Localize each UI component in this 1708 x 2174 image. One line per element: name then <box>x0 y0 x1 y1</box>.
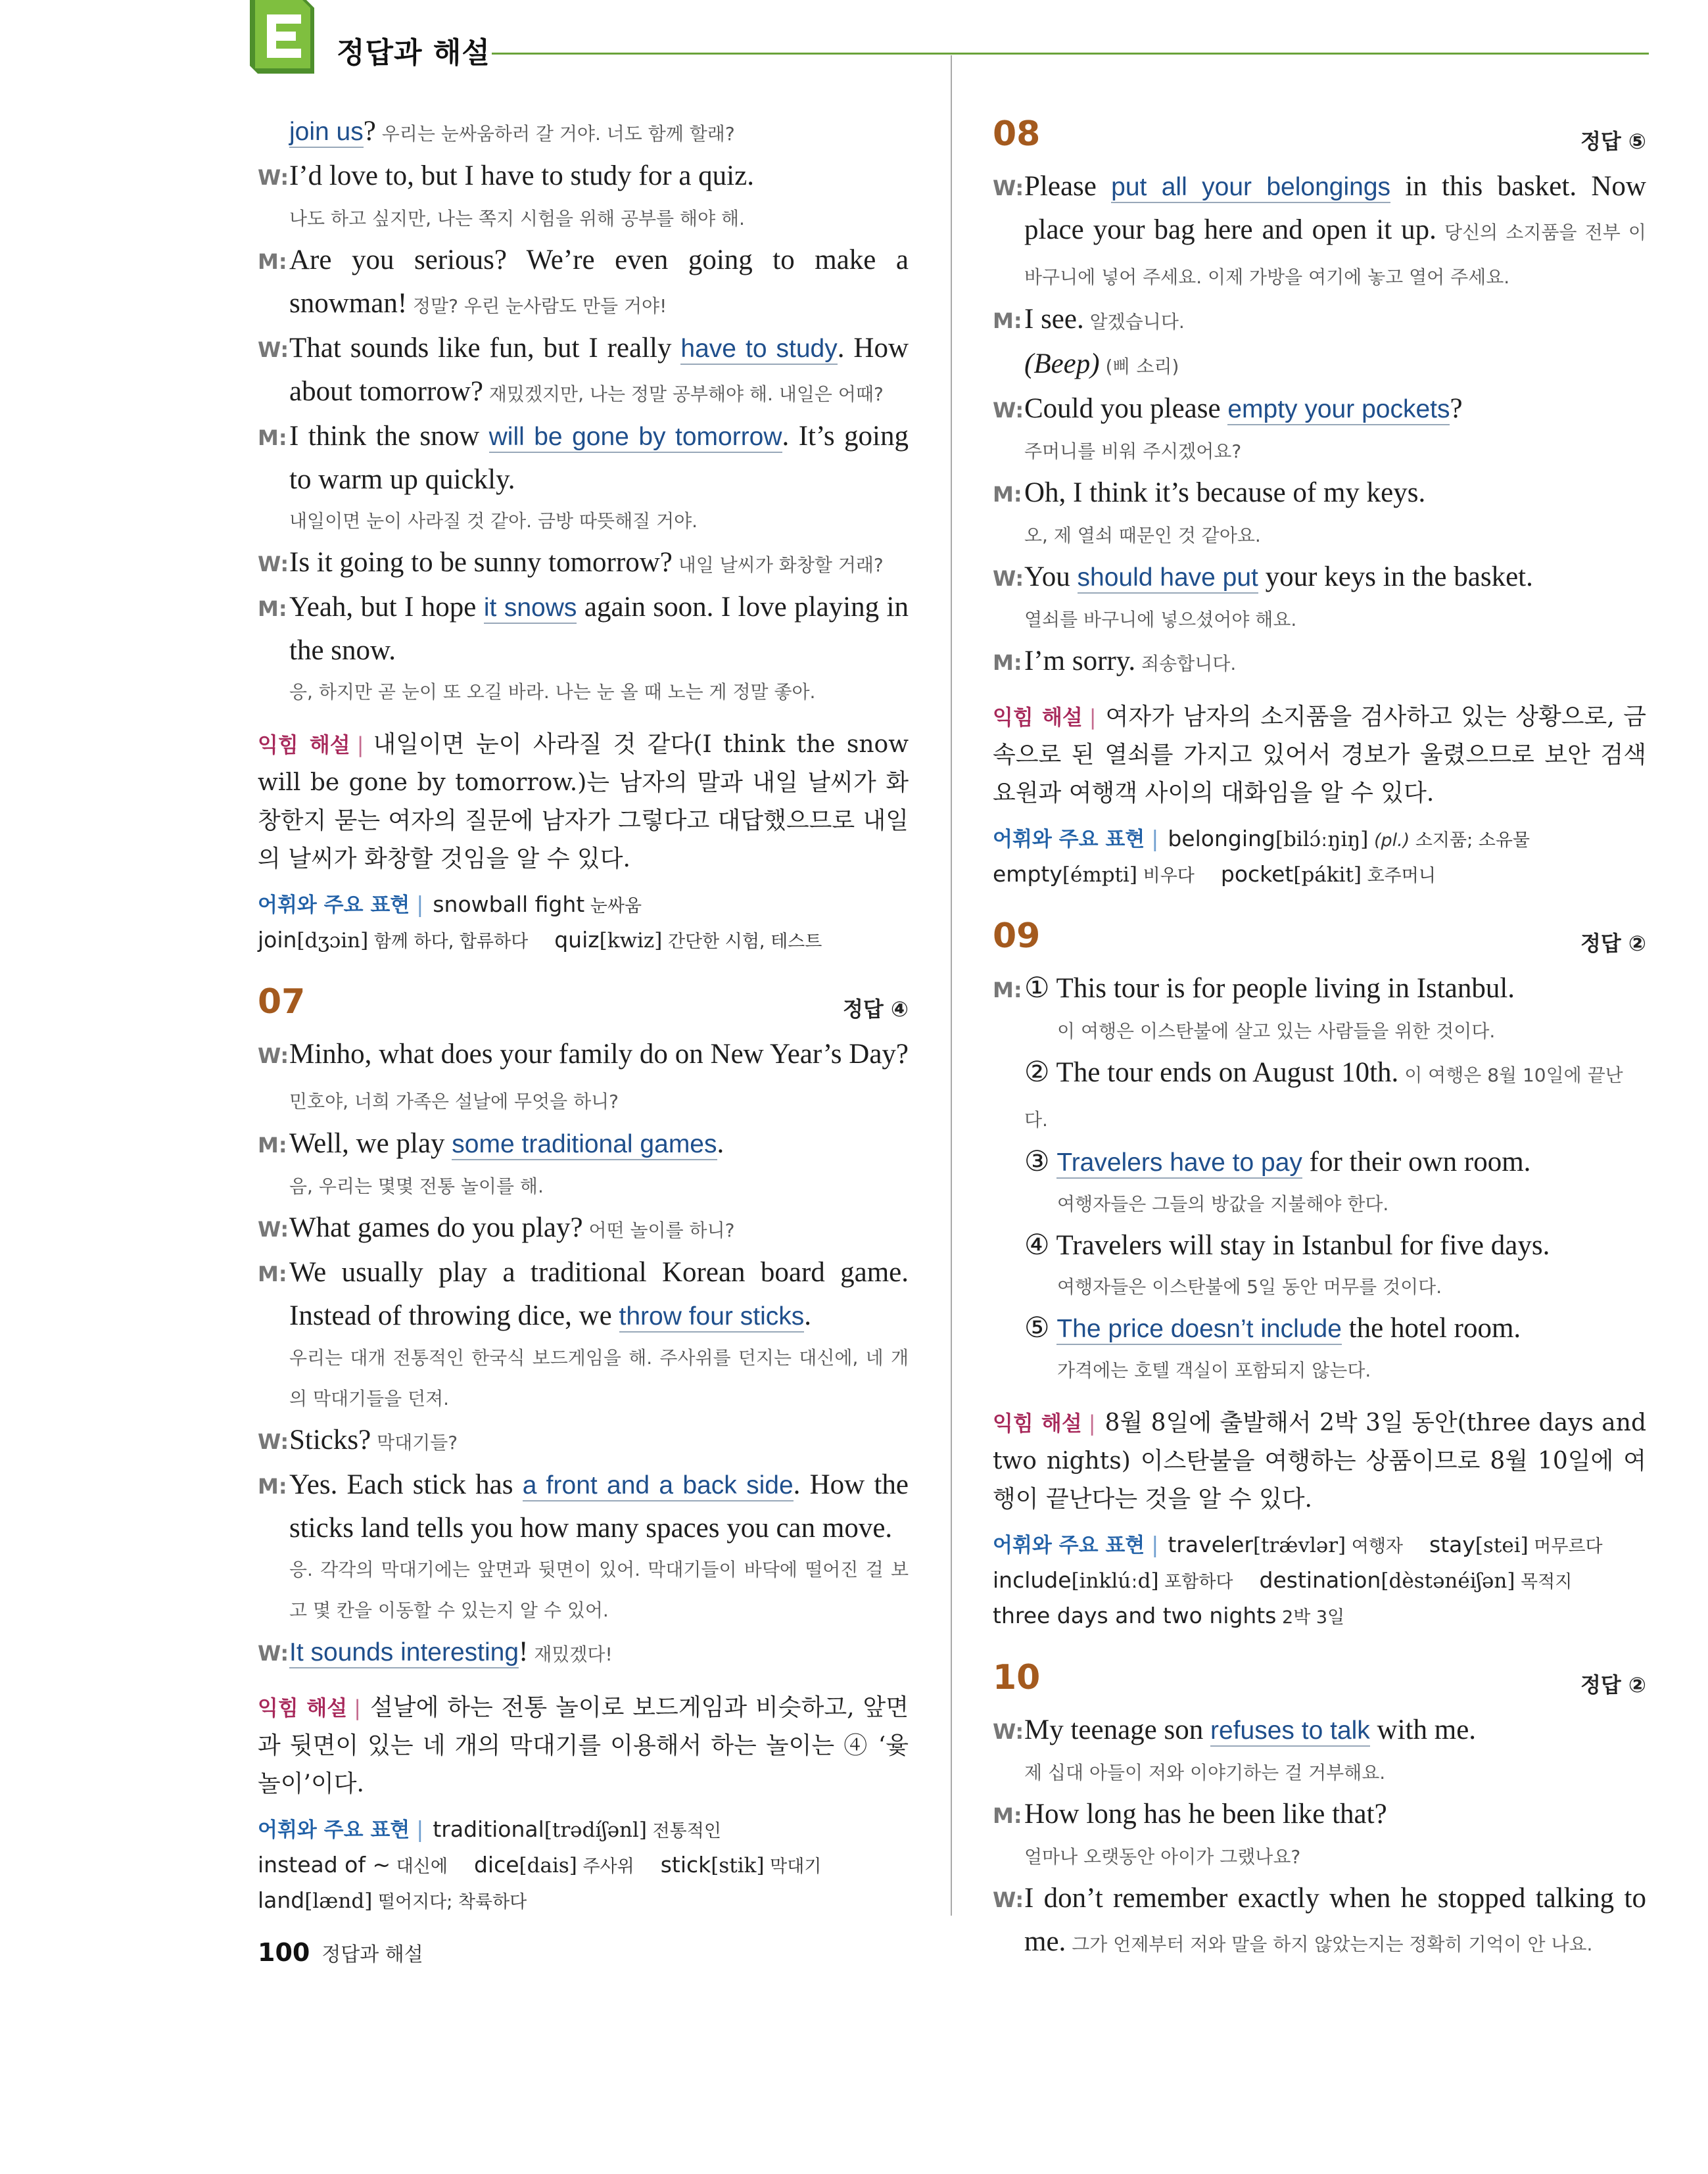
dialogue-line: (Beep) (삐 소리) <box>1024 348 1179 379</box>
translation-line: 내일이면 눈이 사라질 것 같아. 금방 따뜻해질 거야. <box>289 510 698 532</box>
dialogue-line: W:My teenage son refuses to talk with me. <box>993 1709 1646 1753</box>
option-line: ③ Travelers have to pay for their own room. <box>1024 1146 1531 1177</box>
section-number: 08 <box>993 114 1041 154</box>
highlight-phrase: have to study <box>680 335 837 365</box>
highlight-phrase: a front and a back side <box>523 1471 794 1501</box>
highlight-phrase: some traditional games <box>452 1130 717 1160</box>
section-header-08 <box>993 110 1646 166</box>
highlight-phrase: join us <box>289 118 364 148</box>
answer-label: 정답 ② <box>1580 1672 1646 1697</box>
dialogue-line: W:I’d love to, but I have to study for a quiz. <box>258 155 909 199</box>
vocabulary-label: 어휘와 주요 표현 <box>258 1818 410 1842</box>
translation-line: 우리는 대개 전통적인 한국식 보드게임을 해. 주사위를 던지는 대신에, 네 개의 막대기들을 던져. <box>289 1347 909 1409</box>
speaker-label: W: <box>258 1043 289 1068</box>
explanation: 익힘 해설 | 설날에 하는 전통 놀이로 보드게임과 비슷하고, 앞면과 뒷면이 있는 네 개의 막대기를 이용해서 하는 놀이는 ④ ‘윷놀이’이다. <box>258 1694 909 1797</box>
option-line: ⑤ The price doesn’t include the hotel room. <box>1024 1313 1521 1344</box>
translation-line: 열쇠를 바구니에 넣으셨어야 해요. <box>1024 609 1297 630</box>
highlight-phrase: Travelers have to pay <box>1056 1148 1302 1179</box>
highlight-phrase: empty your pockets <box>1227 395 1450 425</box>
speaker-label: W: <box>258 1641 289 1666</box>
section-header-09 <box>993 912 1646 968</box>
translation-line: 여행자들은 이스탄불에 5일 동안 머무를 것이다. <box>1057 1276 1442 1298</box>
header-rule <box>492 53 1649 55</box>
explanation-label: 익힘 해설 <box>258 1695 348 1720</box>
dialogue-line: W:That sounds like fun, but I really have to study. How about tomorrow? 재밌겠지만, 나는 정말 공부해야 해. 내일은 어때? <box>258 327 909 415</box>
page-footer <box>258 1938 423 1967</box>
section-header-07 <box>258 978 909 1033</box>
speaker-label: W: <box>993 566 1024 591</box>
dialogue-line: W:I don’t remember exactly when he stopped talking to me. 그가 언제부터 저와 말을 하지 않았는지는 정확히 기억이 안 나요. <box>993 1878 1646 1966</box>
right-column <box>993 110 1646 1966</box>
answer-label: 정답 ② <box>1580 931 1646 956</box>
dialogue-line: M:Yeah, but I hope it snows again soon. I love playing in the snow. <box>258 586 909 672</box>
highlight-phrase: refuses to talk <box>1210 1716 1370 1747</box>
section-logo-icon <box>250 0 327 74</box>
explanation: 익힘 해설 | 여자가 남자의 소지품을 검사하고 있는 상황으로, 금속으로 된 열쇠를 가지고 있어서 경보가 울렸으므로 보안 검색 요원과 여행객 사이의 대화임을 알 수 있다. <box>993 703 1646 807</box>
dialogue-line: W:Please put all your belongings in this basket. Now place your bag here and open it up. 당신의 소지품을 전부 이 바구니에 넣어 주세요. 이제 가방을 여기에 놓고 열어 주세요. <box>993 166 1646 298</box>
section-header-10 <box>993 1654 1646 1709</box>
highlight-phrase: throw four sticks <box>619 1302 805 1333</box>
speaker-label: M: <box>993 978 1022 1003</box>
speaker-label: W: <box>258 165 289 190</box>
speaker-label: M: <box>993 308 1022 333</box>
translation-line: 얼마나 오랫동안 아이가 그랬나요? <box>1024 1846 1301 1868</box>
speaker-label: M: <box>258 425 287 450</box>
highlight-phrase: put all your belongings <box>1111 173 1390 203</box>
header-title: 정답과 해설 <box>337 36 490 70</box>
speaker-label: W: <box>258 337 289 362</box>
page-number: 100 <box>258 1938 310 1967</box>
vocabulary-label: 어휘와 주요 표현 <box>258 893 410 917</box>
highlight-phrase: should have put <box>1078 563 1258 594</box>
speaker-label: W: <box>993 1887 1024 1912</box>
footer-label: 정답과 해설 <box>321 1943 423 1966</box>
highlight-phrase: will be gone by tomorrow <box>489 423 782 453</box>
option-line: ④ Travelers will stay in Istanbul for five days. <box>1024 1230 1550 1261</box>
dialogue-line: W:It sounds interesting! 재밌겠다! <box>258 1631 909 1676</box>
dialogue-line: M:I think the snow will be gone by tomorrow. It’s going to warm up quickly. <box>258 415 909 501</box>
speaker-label: M: <box>258 1474 287 1499</box>
speaker-label: W: <box>993 1719 1024 1744</box>
explanation-label: 익힘 해설 <box>258 732 350 757</box>
column-divider <box>951 55 952 1916</box>
speaker-label: W: <box>258 552 289 577</box>
dialogue-line: M:Are you serious? We’re even going to make a snowman! 정말? 우린 눈사람도 만들 거야! <box>258 239 909 327</box>
speaker-label: M: <box>258 596 287 621</box>
translation-line: 가격에는 호텔 객실이 포함되지 않는다. <box>1057 1359 1371 1381</box>
dialogue-line: M:Well, we play some traditional games. <box>258 1123 909 1166</box>
section-number: 09 <box>993 916 1041 956</box>
highlight-phrase: The price doesn’t include <box>1056 1315 1342 1345</box>
explanation-label: 익힘 해설 <box>993 705 1083 730</box>
dialogue-line: M:I see. 알겠습니다. <box>993 298 1646 343</box>
speaker-label: W: <box>993 176 1024 201</box>
dialogue-line: M:How long has he been like that? <box>993 1793 1646 1837</box>
section-number: 07 <box>258 982 306 1022</box>
translation-line: 이 여행은 이스탄불에 살고 있는 사람들을 위한 것이다. <box>1057 1020 1496 1042</box>
speaker-label: M: <box>993 650 1022 675</box>
dialogue-line: W:Could you please empty your pockets? <box>993 388 1646 431</box>
explanation: 익힘 해설 | 8월 8일에 출발해서 2박 3일 동안(three days and two nights) 이스탄불을 여행하는 상품이므로 8월 10일에 여행이 끝난다는 것을 알 수 있다. <box>993 1409 1646 1513</box>
answer-label: 정답 ④ <box>842 997 909 1022</box>
translation-line: 오, 제 열쇠 때문인 것 같아요. <box>1024 525 1261 546</box>
dialogue-line: W:Minho, what does your family do on New Year’s Day? 민호야, 너희 가족은 설날에 무엇을 하니? <box>258 1033 909 1123</box>
translation-line: 주머니를 비워 주시겠어요? <box>1024 440 1242 462</box>
option-line: M:① This tour is for people living in Istanbul. <box>993 968 1646 1011</box>
dialogue-line: W:You should have put your keys in the basket. <box>993 556 1646 600</box>
translation-line: 응. 각각의 막대기에는 앞면과 뒷면이 있어. 막대기들이 바닥에 떨어진 걸 보고 몇 칸을 이동할 수 있는지 알 수 있어. <box>289 1559 909 1621</box>
translation-line: 응, 하지만 곧 눈이 또 오길 바라. 나는 눈 올 때 노는 게 정말 좋아. <box>289 681 816 703</box>
speaker-label: M: <box>993 1803 1022 1828</box>
speaker-label: M: <box>258 1133 287 1158</box>
speaker-label: W: <box>258 1429 289 1454</box>
vocabulary: 어휘와 주요 표현 | snowball fight 눈싸움 join[dʒɔin] 함께 하다, 합류하다 quiz[kwiz] 간단한 시험, 테스트 <box>258 891 822 953</box>
answer-label: 정답 ⑤ <box>1580 129 1646 154</box>
speaker-label: M: <box>993 482 1022 507</box>
vocabulary: 어휘와 주요 표현 | traditional[trədíʃənl] 전통적인 instead of ~ 대신에 dice[dais] 주사위 stick[stik] 막대기 land[lænd] 떨어지다; 착륙하다 <box>258 1816 822 1913</box>
vocabulary: 어휘와 주요 표현 | belonging[bilɔ́ːŋiŋ] (pl.) 소지품; 소유물 empty[émpti] 비우다 pocket[pákit] 호주머니 <box>993 826 1530 887</box>
vocabulary-label: 어휘와 주요 표현 <box>993 828 1145 851</box>
translation-line: 여행자들은 그들의 방값을 지불해야 한다. <box>1057 1193 1389 1215</box>
dialogue-line: M:Oh, I think it’s because of my keys. <box>993 472 1646 515</box>
translation-line: 제 십대 아들이 저와 이야기하는 걸 거부해요. <box>1024 1762 1386 1784</box>
dialogue-line: M:We usually play a traditional Korean board game. Instead of throwing dice, we throw four sticks. <box>258 1252 909 1338</box>
dialogue-line: W:What games do you play? 어떤 놀이를 하니? <box>258 1207 909 1252</box>
option-line: ② The tour ends on August 10th. 이 여행은 8월 10일에 끝난다. <box>1024 1057 1623 1131</box>
highlight-phrase: it snows <box>484 594 577 624</box>
speaker-label: M: <box>258 249 287 274</box>
dialogue-line: join us? 우리는 눈싸움하러 갈 거야. 너도 함께 할래? <box>289 116 735 147</box>
highlight-phrase: It sounds interesting <box>289 1638 519 1668</box>
section-number: 10 <box>993 1658 1041 1697</box>
dialogue-line: W:Sticks? 막대기들? <box>258 1419 909 1464</box>
translation-line: 나도 하고 싶지만, 나는 쪽지 시험을 위해 공부를 해야 해. <box>289 208 745 229</box>
dialogue-line: M:Yes. Each stick has a front and a back side. How the sticks land tells you how many spaces you can move. <box>258 1464 909 1549</box>
speaker-label: W: <box>993 398 1024 423</box>
explanation: 익힘 해설 | 내일이면 눈이 사라질 것 같다(I think the snow will be gone by tomorrow.)는 남자의 말과 내일 날씨가 화창한지 묻는 여자의 질문에 남자가 그렇다고 대답했으므로 내일의 날씨가 화창할 것임을 알 수 있다. <box>258 731 909 872</box>
dialogue-line: W:Is it going to be sunny tomorrow? 내일 날씨가 화창할 거래? <box>258 542 909 586</box>
vocabulary: 어휘와 주요 표현 | traveler[trǽvlər] 여행자 stay[stei] 머무르다 include[inklúːd] 포함하다 destination[dèstənéiʃən] 목적지 three days and two nights 2박 3일 <box>993 1532 1603 1628</box>
translation-line: 음, 우리는 몇몇 전통 놀이를 해. <box>289 1175 544 1197</box>
explanation-label: 익힘 해설 <box>993 1411 1082 1436</box>
speaker-label: M: <box>258 1262 287 1287</box>
left-column <box>258 110 909 1919</box>
vocabulary-label: 어휘와 주요 표현 <box>993 1534 1145 1557</box>
speaker-label: W: <box>258 1217 289 1242</box>
dialogue-line: M:I’m sorry. 죄송합니다. <box>993 640 1646 685</box>
